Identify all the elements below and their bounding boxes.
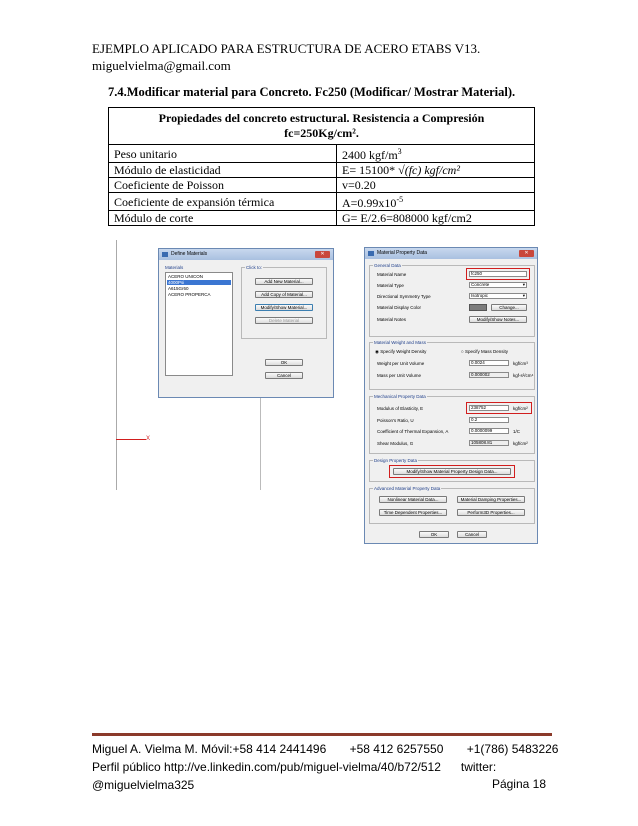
header-title: EJEMPLO APLICADO PARA ESTRUCTURA DE ACERO ETABS V13. [92, 41, 481, 56]
material-type-select[interactable]: Concrete ▾ [471, 282, 525, 287]
mass-unit: kgf-s²/cm⁴ [513, 373, 534, 378]
symmetry-select[interactable]: Isotropic ▾ [471, 293, 525, 298]
close-button[interactable]: ✕ [519, 250, 534, 257]
table-heading: Propiedades del concreto estructural. Resistencia a Compresión fc=250Kg/cm². [109, 108, 535, 145]
property-value: $A=0.99x10^{-5}$ [337, 193, 535, 211]
chevron-down-icon: ▾ [522, 282, 525, 287]
cancel-button[interactable]: Cancel [265, 372, 303, 379]
thermal-input[interactable]: 0.0000099 [469, 428, 509, 434]
shear-unit: kgf/cm² [513, 441, 528, 446]
specify-weight-radio[interactable]: ◉ Specify Weight Density [375, 349, 427, 354]
chevron-down-icon: ▾ [522, 293, 525, 298]
table-row [109, 178, 535, 193]
weight-label: Weight per Unit Volume [377, 361, 425, 366]
weight-unit: kgf/cm³ [513, 361, 528, 366]
table-row [109, 163, 535, 178]
property-value: v=0.20 [337, 178, 535, 193]
time-dependent-button[interactable]: Time Dependent Properties... [379, 509, 447, 516]
property-value: 2400 kgf/$m^3$ [337, 145, 535, 163]
damping-button[interactable]: Material Damping Properties... [457, 496, 525, 503]
property-value: G= E/2.6=808000 kgf/cm2 [337, 211, 535, 226]
design-group: Design Property Data [369, 460, 535, 482]
property-name: Módulo de corte [109, 211, 337, 226]
list-item[interactable]: ACERO UNICON [168, 274, 204, 279]
page-number: Página 18 [491, 777, 546, 791]
ok-button[interactable]: OK [419, 531, 449, 538]
advanced-group: Advanced Material Property Data [369, 488, 535, 524]
design-data-button[interactable]: Modify/Show Material Property Design Data... [393, 468, 511, 475]
window-icon [162, 252, 168, 257]
display-color-label: Material Display Color [377, 305, 422, 310]
weight-mass-group: Material Weight and Mass [369, 342, 535, 390]
mass-label: Mass per Unit Volume [377, 373, 422, 378]
general-data-group: General Data [369, 265, 535, 337]
change-color-button[interactable]: Change... [491, 304, 527, 311]
modulus-input[interactable]: 238752 [469, 405, 509, 411]
symmetry-label: Directional Symmetry Type [377, 294, 431, 299]
dialog-titlebar: Define Materials ✕ [159, 249, 333, 260]
mechanical-group: Mechanical Property Data [369, 396, 535, 454]
table-row [109, 211, 535, 226]
material-notes-label: Material Notes [377, 317, 407, 322]
table-row [109, 193, 535, 211]
footer-line-2: Perfil público http://ve.linkedin.com/pub/miguel-vielma/40/b72/512 twitter: [92, 760, 497, 774]
highlight-box [466, 402, 532, 414]
footer-divider [92, 733, 552, 736]
material-name-label: Material Name [377, 272, 407, 277]
perform3d-button[interactable]: Perform3D Properties... [457, 509, 525, 516]
twitter-handle: @miguelvielma325 [92, 778, 195, 792]
poisson-label: Poisson's Ratio, U [377, 418, 414, 423]
header-email: miguelvielma@gmail.com [92, 58, 231, 73]
close-button[interactable]: ✕ [315, 251, 330, 258]
thermal-unit: 1/C [513, 429, 521, 434]
modify-show-material-button[interactable]: Modify/Show Material... [255, 304, 313, 311]
nonlinear-button[interactable]: Nonlinear Material Data... [379, 496, 447, 503]
specify-mass-radio[interactable]: ○ Specify Mass Density [461, 349, 508, 354]
footer-line-1: Miguel A. Vielma M. Móvil:+58 414 2441496 +58 412 6257550 +1(786) 5483226 [92, 742, 559, 756]
table-heading-row [109, 108, 535, 145]
dialog-titlebar: Material Property Data ✕ [365, 248, 537, 259]
define-materials-dialog [158, 248, 334, 398]
modulus-unit: kgf/cm² [513, 406, 528, 411]
modulus-label: Modulus of Elasticity, E [377, 406, 424, 411]
material-property-dialog [364, 247, 538, 544]
modify-notes-button[interactable]: Modify/Show Notes... [469, 316, 527, 323]
properties-table [108, 107, 535, 226]
screenshot-area [108, 240, 538, 550]
color-swatch [469, 304, 487, 311]
weight-input[interactable]: 0.0024 [469, 360, 509, 366]
property-name: Coeficiente de expansión térmica [109, 193, 337, 211]
list-item[interactable]: A615Gr60 [168, 286, 189, 291]
materials-list[interactable] [165, 272, 233, 376]
list-item-selected[interactable]: 4000Psi [167, 280, 231, 285]
list-item[interactable]: ACERO PROPERCA [168, 292, 211, 297]
materials-label: Materials [165, 265, 184, 270]
property-name: Peso unitario [109, 145, 337, 163]
property-value: E= 15100* √(fc) kgf/cm² [337, 163, 535, 178]
shear-input[interactable]: 105808.81 [469, 440, 509, 446]
material-type-label: Material Type [377, 283, 404, 288]
cancel-button[interactable]: Cancel [457, 531, 487, 538]
add-copy-material-button[interactable]: Add Copy of Material... [255, 291, 313, 298]
x-axis-label: X [146, 436, 151, 442]
section-title: 7.4.Modificar material para Concreto. Fc250 (Modificar/ Mostrar Material). [108, 85, 516, 99]
delete-material-button[interactable]: Delete Material [255, 317, 313, 324]
poisson-input[interactable]: 0.2 [469, 417, 509, 423]
table-row [109, 145, 535, 163]
thermal-label: Coefficient of Thermal Expansion, A [377, 429, 449, 434]
x-axis-arrow [116, 439, 146, 440]
mass-input[interactable]: 0.000002 [469, 372, 509, 378]
ok-button[interactable]: OK [265, 359, 303, 366]
click-to-group: Click to: [241, 267, 327, 339]
material-name-input[interactable]: fc250 [469, 271, 527, 277]
shear-label: Shear Modulus, G [377, 441, 414, 446]
page-header [92, 40, 480, 74]
property-name: Módulo de elasticidad [109, 163, 337, 178]
add-new-material-button[interactable]: Add New Material... [255, 278, 313, 285]
property-name: Coeficiente de Poisson [109, 178, 337, 193]
highlight-box [389, 465, 515, 478]
linkedin-link[interactable]: Perfil público http://ve.linkedin.com/pub/miguel-vielma/40/b72/512 [92, 760, 441, 774]
window-icon [368, 251, 374, 256]
highlight-box [466, 268, 530, 280]
